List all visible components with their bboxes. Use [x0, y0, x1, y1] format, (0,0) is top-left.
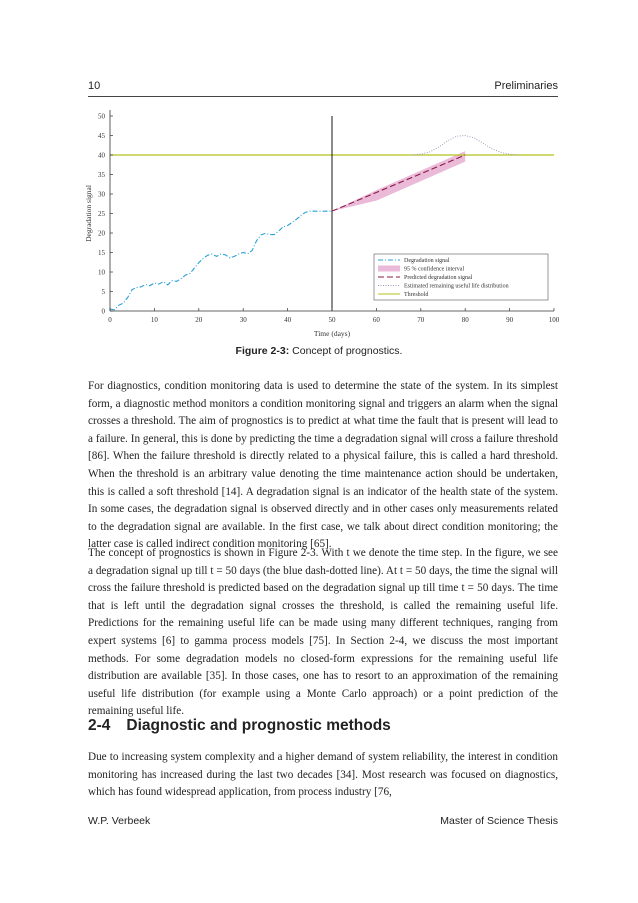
section-title: Diagnostic and prognostic methods	[126, 717, 391, 734]
x-axis-label: Time (days)	[313, 329, 351, 338]
legend-label: Predicted degradation signal	[404, 275, 473, 282]
prognostics-chart	[78, 104, 568, 340]
x-tick-label: 70	[417, 316, 425, 324]
legend	[374, 254, 548, 300]
x-tick-label: 100	[548, 316, 560, 324]
y-tick-label: 40	[98, 151, 105, 160]
section-number: 2-4	[88, 717, 111, 734]
x-tick-label: 0	[108, 316, 112, 324]
y-tick-label: 25	[98, 210, 105, 218]
axes	[84, 110, 560, 338]
y-tick-label: 50	[98, 112, 105, 121]
figure-caption	[0, 345, 638, 357]
y-tick-label: 5	[101, 288, 105, 296]
y-tick-label: 30	[98, 190, 105, 199]
figure-label: Figure 2-3:	[235, 345, 290, 357]
legend-label: 95 % confidence interval	[404, 266, 465, 273]
x-tick-label: 30	[239, 316, 247, 324]
legend-label: Threshold	[404, 292, 429, 299]
y-axis-label: Degradation signal	[84, 185, 93, 242]
y-tick-label: 0	[101, 307, 105, 316]
x-tick-label: 90	[506, 316, 514, 324]
footer-author: W.P. Verbeek	[88, 815, 151, 827]
running-header-section: Preliminaries	[494, 80, 558, 92]
predicted-signal-line	[332, 155, 465, 211]
x-tick-label: 10	[150, 316, 158, 324]
legend-label: Estimated remaining useful life distribution	[404, 283, 509, 290]
header-rule	[88, 96, 558, 97]
y-tick-label: 20	[98, 229, 105, 238]
y-tick-label: 15	[98, 249, 105, 257]
x-tick-label: 20	[195, 316, 203, 324]
x-tick-label: 80	[461, 316, 469, 324]
section-heading	[88, 717, 391, 735]
figure-caption-text: Concept of prognostics.	[292, 345, 403, 357]
footer-thesis: Master of Science Thesis	[440, 815, 558, 827]
legend-swatch	[378, 266, 400, 272]
x-tick-label: 50	[328, 316, 336, 324]
paragraph-prognostics-concept: The concept of prognostics is shown in Figure 2-3. With t we denote the time step. In the figure, we see a degradation signal up till t = 50 days (the blue dash-dotted line). At t = 50 days, the time the signal will cross the failure threshold is predicted based on the degradation signal up till time t = 50 days. The time that is left until the degradation signal crosses the threshold, is called the remaining useful life. Predictions for the remaining useful life can be made using many different techniques, ranging from expert systems [6] to gamma process models [75]. In Section 2-4, we discuss the most important methods. For some degradation models no closed-form expressions for the remaining useful life distribution are available [35]. In those cases, one has to resort to an approximation of the remaining useful life distribution (for example using a Monte Carlo approach) or a point prediction of the remaining useful life.	[88, 547, 558, 718]
y-tick-label: 35	[98, 171, 105, 179]
x-tick-label: 40	[284, 316, 292, 324]
paragraph-condition-monitoring: Due to increasing system complexity and a higher demand of system reliability, the interest in condition monitoring has increased during the last two decades [34]. Most research was focused on diagnostics, which has found widespread application, from process industry [76,	[88, 751, 558, 799]
page-number: 10	[88, 80, 101, 92]
x-tick-label: 60	[372, 316, 380, 324]
degradation-signal-line	[110, 211, 332, 310]
paragraph-diagnostics: For diagnostics, condition monitoring data is used to determine the state of the system. In its simplest form, a diagnostic method monitors a condition monitoring signal and triggers an alarm when the signal crosses a threshold. The aim of prognostics is to predict at what time the fault that is present will lead to a failure. In general, this is done by predicting the time a degradation signal will cross a failure threshold [86]. When the failure threshold is directly related to a physical failure, this is called a hard threshold. When the threshold is an arbitrary value denoting the time maintenance action should be undertaken, this is called a soft threshold [14]. A degradation signal is an indicator of the health state of the system. In some cases, the degradation signal is observed directly and in other cases only measurements related to the degradation signal are available. In the first case, we talk about direct condition monitoring; the latter case is called indirect condition monitoring [65].	[88, 380, 558, 551]
legend-label: Degradation signal	[404, 258, 450, 265]
y-tick-label: 45	[98, 132, 105, 140]
y-tick-label: 10	[98, 268, 105, 277]
